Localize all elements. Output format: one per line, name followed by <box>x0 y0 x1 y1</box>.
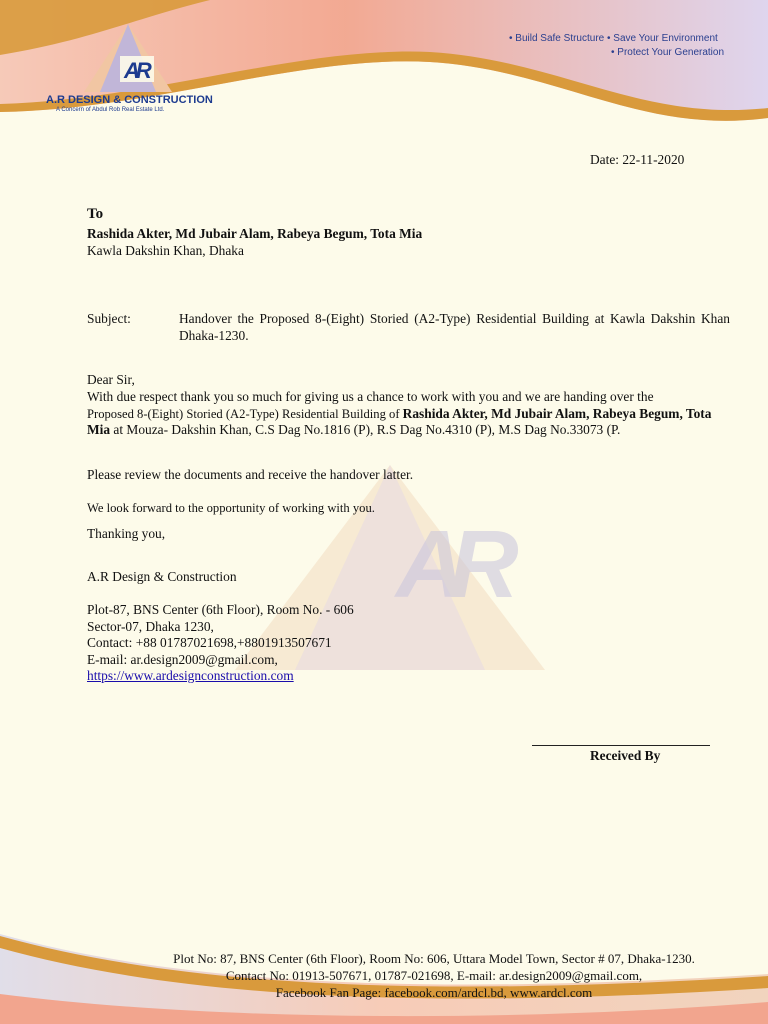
recipient-names: Rashida Akter, Md Jubair Alam, Rabeya Begum, Tota Mia <box>87 226 423 241</box>
salutation: Dear Sir, <box>87 372 135 387</box>
letter-date: Date: 22-11-2020 <box>590 152 685 167</box>
subject-text: Handover the Proposed 8-(Eight) Storied (A2-Type) Residential Building at Kawla Dakshin Khan Dhaka-1230. <box>179 311 730 343</box>
sender-address2: Sector-07, Dhaka 1230, <box>87 618 214 634</box>
footer-line1: Plot No: 87, BNS Center (6th Floor), Room No: 606, Uttara Model Town, Sector # 07, Dhaka-1230. <box>173 951 695 966</box>
body-end: at Mouza- Dakshin Khan, C.S Dag No.1816 (P), R.S Dag No.4310 (P), M.S Dag No.33073 (P. <box>110 422 621 437</box>
tagline-line1: • Build Safe Structure • Save Your Environment <box>509 33 718 44</box>
watermark-monogram: AR <box>396 511 503 618</box>
body-continued <box>87 406 727 439</box>
body-line2-start: Proposed 8-(Eight) Storied (A2-Type) Residential Building of <box>87 406 403 421</box>
footer-line2: Contact No: 01913-507671, 01787-021698, E-mail: ar.design2009@gmail.com, <box>225 968 643 983</box>
sender-contact-block <box>87 602 354 685</box>
thanking-line: Thanking you, <box>87 526 166 541</box>
sender-company: A.R Design & Construction <box>87 569 237 584</box>
received-by-label: Received By <box>590 748 661 763</box>
logo-monogram: AR <box>124 58 148 83</box>
website-link[interactable]: https://www.ardesignconstruction.com <box>87 668 294 683</box>
recipient-address: Kawla Dakshin Khan, Dhaka <box>87 243 244 258</box>
sender-phone: Contact: +88 01787021698,+8801913507671 <box>87 635 332 650</box>
signature-line <box>532 745 710 746</box>
body-owners: Rashida Akter, Md Jubair Alam, Rabeya Begum, Tota Mia <box>87 405 712 437</box>
sender-address1: Plot-87, BNS Center (6th Floor), Room No. - 606 <box>87 602 354 617</box>
body-intro: With due respect thank you so much for giving us a chance to work with you and we are handing over the <box>87 389 654 404</box>
company-subtitle: A Concern of Abdul Rob Real Estate Ltd. <box>56 107 165 113</box>
company-name: A.R DESIGN & CONSTRUCTION <box>46 94 213 106</box>
to-label: To <box>87 206 104 222</box>
review-line: Please review the documents and receive the handover latter. <box>87 467 414 482</box>
body-paragraph <box>87 389 742 439</box>
footer-text <box>0 950 768 1001</box>
tagline-line2: • Protect Your Generation <box>611 47 725 58</box>
subject-label: Subject: <box>87 311 131 326</box>
footer-line3: Facebook Fan Page: facebook.com/ardcl.bd, www.ardcl.com <box>275 985 593 1000</box>
sender-email: E-mail: ar.design2009@gmail.com, <box>87 651 278 667</box>
look-forward-line: We look forward to the opportunity of working with you. <box>87 501 375 515</box>
